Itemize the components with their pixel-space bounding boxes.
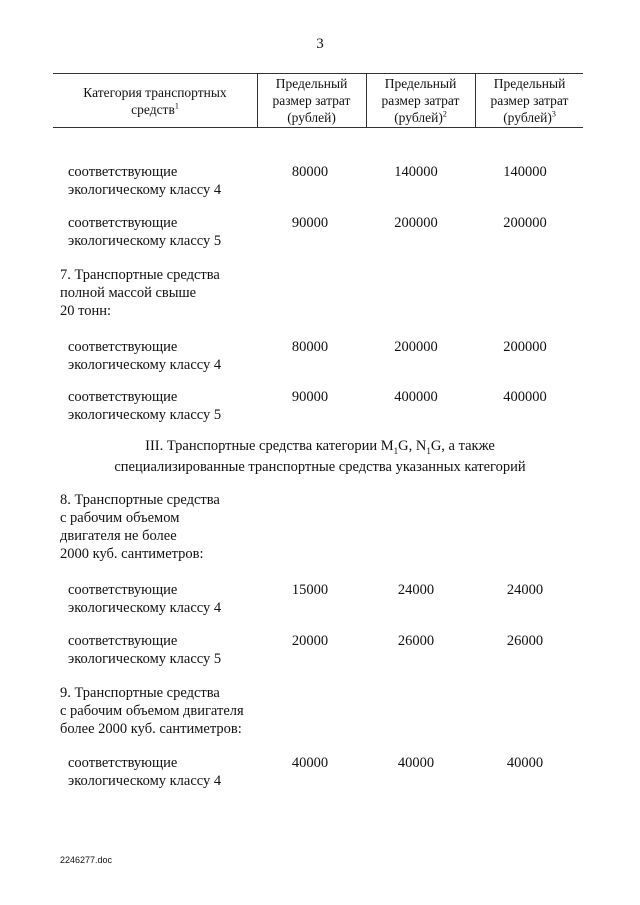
group-heading-line: 9. Транспортные средства <box>60 685 220 701</box>
group-heading-line: полной массой свыше <box>60 285 197 301</box>
table-cell-value: 400000 <box>503 389 547 405</box>
row-label-line: экологическому классу 5 <box>68 233 222 249</box>
header-col3 <box>478 75 581 126</box>
table-cell-value: 90000 <box>291 389 329 405</box>
table-cell-value: 400000 <box>394 389 438 405</box>
group-heading <box>60 491 220 563</box>
row-label-line: соответствующие <box>68 633 178 649</box>
section-iii-sub-2: 1 <box>426 445 431 456</box>
table-row-label <box>68 388 221 424</box>
row-label-line: соответствующие <box>68 582 178 598</box>
table-cell-value: 140000 <box>394 164 438 180</box>
header-col2-footnote: 2 <box>442 109 447 119</box>
header-col-divider-2 <box>366 73 367 127</box>
table-row-label <box>68 754 221 790</box>
footer-doc-id: 2246277.doc <box>60 855 113 865</box>
table-cell-value: 40000 <box>506 755 544 771</box>
table-cell-value: 24000 <box>506 582 544 598</box>
row-label-line: экологическому классу 4 <box>68 773 222 789</box>
row-label-line: соответствующие <box>68 339 178 355</box>
page-number: 3 <box>316 36 324 52</box>
group-heading-line: 20 тонн: <box>60 303 112 319</box>
header-category <box>60 84 250 118</box>
group-heading-line: 8. Транспортные средства <box>60 492 220 508</box>
section-iii-text-a: III. Транспортные средства категории M <box>145 438 394 454</box>
table-cell-value: 40000 <box>397 755 435 771</box>
table-cell-value: 90000 <box>291 215 329 231</box>
table-cell-value: 200000 <box>503 215 547 231</box>
section-iii-heading <box>0 436 640 478</box>
table-cell-value: 26000 <box>506 633 544 649</box>
header-col2-text: Предельный размер затрат (рублей) <box>381 76 460 125</box>
group-heading-line: 2000 куб. сантиметров: <box>60 546 204 562</box>
section-iii-line-1 <box>0 436 640 457</box>
table-row-label <box>68 338 221 374</box>
header-category-text: Категория транспортных средств <box>83 85 227 117</box>
section-iii-text-c: G, а также <box>430 438 495 454</box>
group-heading-line: с рабочим объемом <box>60 510 180 526</box>
table-row-label <box>68 163 221 199</box>
header-col1-text: Предельный размер затрат (рублей) <box>272 76 351 125</box>
row-label-line: экологическому классу 5 <box>68 407 222 423</box>
header-col3-footnote: 3 <box>551 109 556 119</box>
header-bottom-rule <box>53 127 583 128</box>
section-iii-text-b: G, N <box>398 438 427 454</box>
group-heading-line: с рабочим объемом двигателя <box>60 703 244 719</box>
section-iii-line-2: специализированные транспортные средства указанных категорий <box>114 459 526 475</box>
row-label-line: экологическому классу 4 <box>68 182 222 198</box>
row-label-line: экологическому классу 4 <box>68 357 222 373</box>
table-cell-value: 200000 <box>394 339 438 355</box>
table-cell-value: 200000 <box>503 339 547 355</box>
header-col2 <box>369 75 472 126</box>
table-cell-value: 140000 <box>503 164 547 180</box>
table-cell-value: 200000 <box>394 215 438 231</box>
row-label-line: соответствующие <box>68 389 178 405</box>
row-label-line: соответствующие <box>68 755 178 771</box>
group-heading-line: 7. Транспортные средства <box>60 267 220 283</box>
section-iii-sub-1: 1 <box>393 445 399 456</box>
table-cell-value: 20000 <box>291 633 329 649</box>
header-col-divider-1 <box>257 73 258 127</box>
table-row-label <box>68 581 221 617</box>
header-col1 <box>260 75 363 126</box>
table-cell-value: 26000 <box>397 633 435 649</box>
group-heading <box>60 266 220 320</box>
header-col3-text: Предельный размер затрат (рублей) <box>490 76 569 125</box>
row-label-line: соответствующие <box>68 215 178 231</box>
table-row-label <box>68 214 221 250</box>
group-heading-line: двигателя не более <box>60 528 177 544</box>
group-heading <box>60 684 244 738</box>
header-col-divider-3 <box>475 73 476 127</box>
table-cell-value: 24000 <box>397 582 435 598</box>
table-cell-value: 80000 <box>291 339 329 355</box>
row-label-line: экологическому классу 5 <box>68 651 222 667</box>
header-category-footnote: 1 <box>174 101 179 111</box>
header-top-rule <box>53 73 583 74</box>
table-cell-value: 15000 <box>291 582 329 598</box>
group-heading-line: более 2000 куб. сантиметров: <box>60 721 242 737</box>
table-cell-value: 40000 <box>291 755 329 771</box>
table-row-label <box>68 632 221 668</box>
table-cell-value: 80000 <box>291 164 329 180</box>
row-label-line: экологическому классу 4 <box>68 600 222 616</box>
row-label-line: соответствующие <box>68 164 178 180</box>
